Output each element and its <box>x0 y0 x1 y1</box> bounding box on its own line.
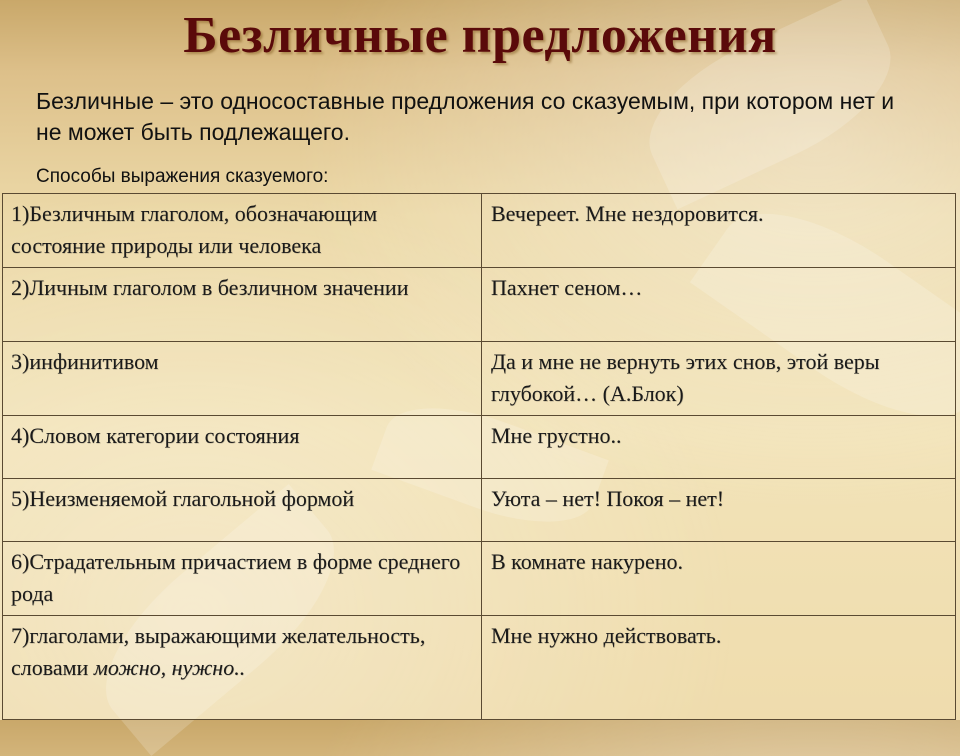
predicate-way-cell: 6)Страдательным причастием в форме среднего рода <box>3 542 482 616</box>
predicate-way-cell: 4)Словом категории состояния <box>3 416 482 479</box>
predicate-way-cell: 1)Безличным глаголом, обозначающим состояние природы или человека <box>3 194 482 268</box>
example-cell: Мне нужно действовать. <box>482 616 956 720</box>
table-row <box>3 268 956 342</box>
example-cell: Вечереет. Мне нездоровится. <box>482 194 956 268</box>
example-cell: В комнате накурено. <box>482 542 956 616</box>
predicate-way-cell: 2)Личным глаголом в безличном значении <box>3 268 482 342</box>
definition-text: Безличные – это односоставные предложения со сказуемым, при котором нет и не может быть подлежащего. <box>36 88 895 145</box>
slide-title: Безличные предложения <box>183 7 777 64</box>
predicate-way-cell: 3)инфинитивом <box>3 342 482 416</box>
table-row <box>3 479 956 542</box>
predicate-way-cell: 5)Неизменяемой глагольной формой <box>3 479 482 542</box>
table-row <box>3 542 956 616</box>
predicate-way-italic-text: можно, нужно.. <box>93 655 246 680</box>
table-row <box>3 616 956 720</box>
table-caption: Способы выражения сказуемого: <box>36 166 329 187</box>
predicate-way-text: 7)глаголами, выражающими желательность, словами <box>11 623 426 680</box>
example-cell: Уюта – нет! Покоя – нет! <box>482 479 956 542</box>
table-row <box>3 416 956 479</box>
table-row <box>3 194 956 268</box>
example-cell: Да и мне не вернуть этих снов, этой веры глубокой… (А.Блок) <box>482 342 956 416</box>
table-row <box>3 342 956 416</box>
example-cell: Мне грустно.. <box>482 416 956 479</box>
example-cell: Пахнет сеном… <box>482 268 956 342</box>
predicate-way-cell <box>3 616 482 720</box>
predicate-types-table <box>2 193 956 720</box>
